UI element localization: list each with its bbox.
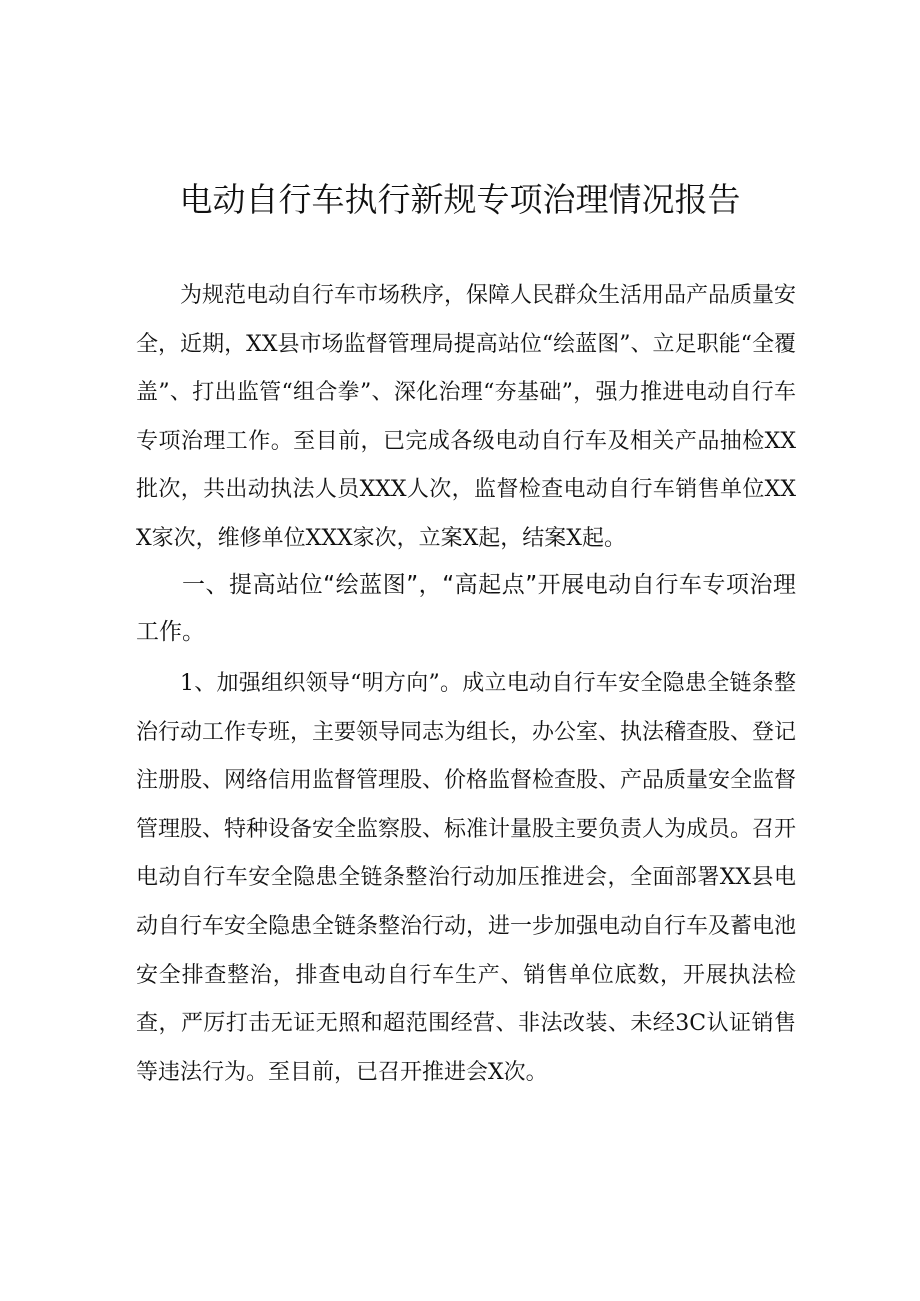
section-1-heading: 一、提高站位“绘蓝图”，“高起点”开展电动自行车专项治理工作。	[136, 572, 796, 645]
section-1-paragraph-1: 1、加强组织领导“明方向”。成立电动自行车安全隐患全链条整治行动工作专班，主要领导同志为组长，办公室、执法稽查股、登记注册股、网络信用监督管理股、价格监督检查股、产品质量安全监督管理股、特种设备安全监察股、标准计量股主要负责人为成员。召开电动自行车安全隐患全链条整治行动加压推进会，全面部署XX县电动自行车安全隐患全链条整治行动，进一步加强电动自行车及蓄电池安全排查整治，排查电动自行车生产、销售单位底数，开展执法检查，严厉打击无证无照和超范围经营、非法改装、未经3C认证销售等违法行为。至目前，已召开推进会X次。	[136, 671, 797, 1085]
document-title: 电动自行车执行新规专项治理情况报告	[179, 180, 741, 219]
intro-paragraph: 为规范电动自行车市场秩序，保障人民群众生活用品产品质量安全，近期，XX县市场监督管理局提高站位“绘蓝图”、立足职能“全覆盖”、打出监管“组合拳”、深化治理“夯基础”，强力推进电动自行车专项治理工作。至目前，已完成各级电动自行车及相关产品抽检XX批次，共出动执法人员XXX人次，监督检查电动自行车销售单位XXX家次，维修单位XXX家次，立案X起，结案X起。	[136, 283, 797, 551]
